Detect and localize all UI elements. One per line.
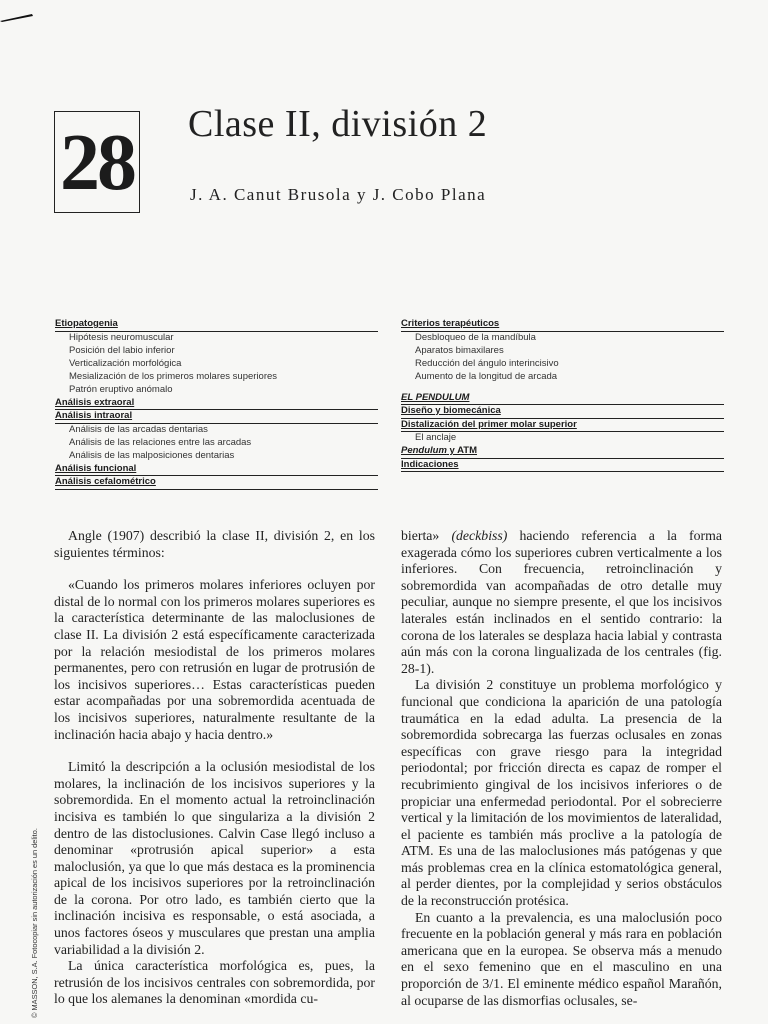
outline-spacer — [401, 384, 724, 392]
paragraph: Angle (1907) describió la clase II, división 2, en los siguientes términos: — [54, 528, 375, 560]
paragraph-quote: «Cuando los primeros molares inferiores ocluyen por distal de lo normal con los primeros molares superiores es la característica determinante de las maloclusiones de clase II. La división 2 está específicamente caracterizada por la relación mesiodistal de los primeros molares permanentes, pero con retrusión en lugar de protrusión de los incisivos superiores… Estas características pueden estar acompañadas por una sobremordida acentuada de los incisivos superiores, naturalmente resultante de la inclinación hacia abajo y hacia dentro.» — [54, 577, 375, 742]
copyright-notice: © MASSON, S.A. Fotocopiar sin autorización es un delito. — [30, 828, 39, 1018]
outline-heading: Diseño y biomecánica — [401, 405, 724, 419]
outline-heading-italic: Pendulum — [401, 445, 447, 456]
outline-subitem: El anclaje — [415, 432, 457, 443]
outline-subitem: Desbloqueo de la mandíbula — [415, 331, 536, 343]
outline-subitem: Análisis de las arcadas dentarias — [69, 423, 208, 435]
paragraph: En cuanto a la prevalencia, es una maloclusión poco frecuente en la población general y más rara en población americana que en la europea. Se observa más a menudo en el sexo femenino que en el masculino en una proporción de 3/1. El eminente médico español Marañón, al ocuparse de las dismorfias oclusales, se- — [401, 909, 722, 1008]
paragraph-text: haciendo referencia a la forma exagerada cómo los superiores cubren verticalmente a los inferiores. Con frecuencia, retroinclinación y sobremordida van acompañadas de otro detalle muy peculiar, aunque no siempre presente, el que los incisivos laterales están inclinados en el sentido contrario: la corona de los laterales se desplaza hacia labial y contrasta aún más con la corona lingualizada de los centrales (fig. 28-1). — [401, 528, 722, 676]
paragraph — [401, 528, 722, 677]
paragraph-term: (deckbiss) — [451, 528, 508, 543]
body-column-left — [54, 528, 375, 1008]
corner-mark — [0, 12, 34, 22]
paragraph: Limitó la descripción a la oclusión mesiodistal de los molares, la inclinación de los incisivos superiores y la sobremordida. En el momento actual la retroinclinación incisiva es también lo que singulariza a la división 2 dentro de las distoclusiones. Calvin Case llegó incluso a denominar «protrusión apical superior» a esta maloclusión, ya que lo que más destaca es la prominencia apical de los incisivos superiores por la retroinclinación de la corona. Por otro lado, es también cierto que la inclinación incisiva es responsable, o está asociada, a unos factores óseos y musculares que prestan una amplia variabilidad a la división 2. — [54, 759, 375, 957]
outline-subitem: Análisis de las malposiciones dentarias — [69, 449, 235, 461]
outline-heading: Análisis funcional — [55, 463, 378, 477]
outline-left — [55, 318, 378, 490]
body-column-right — [401, 528, 722, 1009]
outline-heading: Distalización del primer molar superior — [401, 419, 724, 433]
outline-subitem: Patrón eruptivo anómalo — [69, 383, 173, 395]
outline-heading-rest: y ATM — [446, 445, 478, 456]
chapter-authors: J. A. Canut Brusola y J. Cobo Plana — [190, 185, 487, 204]
outline-subitem: Verticalización morfológica — [69, 357, 182, 369]
chapter-number: 28 — [60, 119, 134, 207]
outline-heading: Criterios terapéuticos — [401, 318, 724, 332]
paragraph: La división 2 constituye un problema morfológico y funcional que condiciona la aparición de una patología traumática en la edad adulta. La presencia de la sobremordida sobrecarga las fuerzas oclusales en zonas específicas con grave riesgo para la integridad periodontal; por fricción directa es capaz de romper el recubrimiento gingival de los incisivos inferiores o de propiciar una enfermedad periodontal. Por el sobrecierre vertical y la limitación de los movimientos de lateralidad, el paciente es también más proclive a la patología de ATM. Es una de las maloclusiones más patógenas y que más problemas crea en la clínica estomatológica general, al perder dientes, por la complejidad y serios obstáculos de la reconstrucción protésica. — [401, 677, 722, 909]
outline-heading: Etiopatogenia — [55, 318, 378, 332]
paragraph-text: bierta» — [401, 528, 452, 543]
outline-heading: Indicaciones — [401, 459, 724, 473]
paragraph: La única característica morfológica es, pues, la retrusión de los incisivos centrales con sobremordida, por lo que los alemanes la denominan «mordida cu- — [54, 958, 375, 1007]
outline-heading: Análisis cefalométrico — [55, 476, 378, 490]
outline-heading: EL PENDULUM — [401, 392, 724, 406]
outline-heading — [401, 445, 724, 459]
outline-right — [401, 318, 724, 472]
outline-subitem: Posición del labio inferior — [69, 344, 175, 356]
outline-subitem: Aumento de la longitud de arcada — [415, 370, 558, 382]
outline-heading: Análisis extraoral — [55, 397, 378, 411]
outline-subitem: Reducción del ángulo interincisivo — [415, 357, 559, 369]
chapter-number-box — [54, 111, 140, 213]
outline-subitem: Aparatos bimaxilares — [415, 344, 504, 356]
outline-heading: Análisis intraoral — [55, 410, 378, 424]
chapter-title: Clase II, división 2 — [188, 103, 488, 145]
outline-subitem: Análisis de las relaciones entre las arcadas — [69, 436, 252, 448]
outline-subitem: Hipótesis neuromuscular — [69, 331, 174, 343]
outline-subitem: Mesialización de los primeros molares superiores — [69, 370, 278, 382]
